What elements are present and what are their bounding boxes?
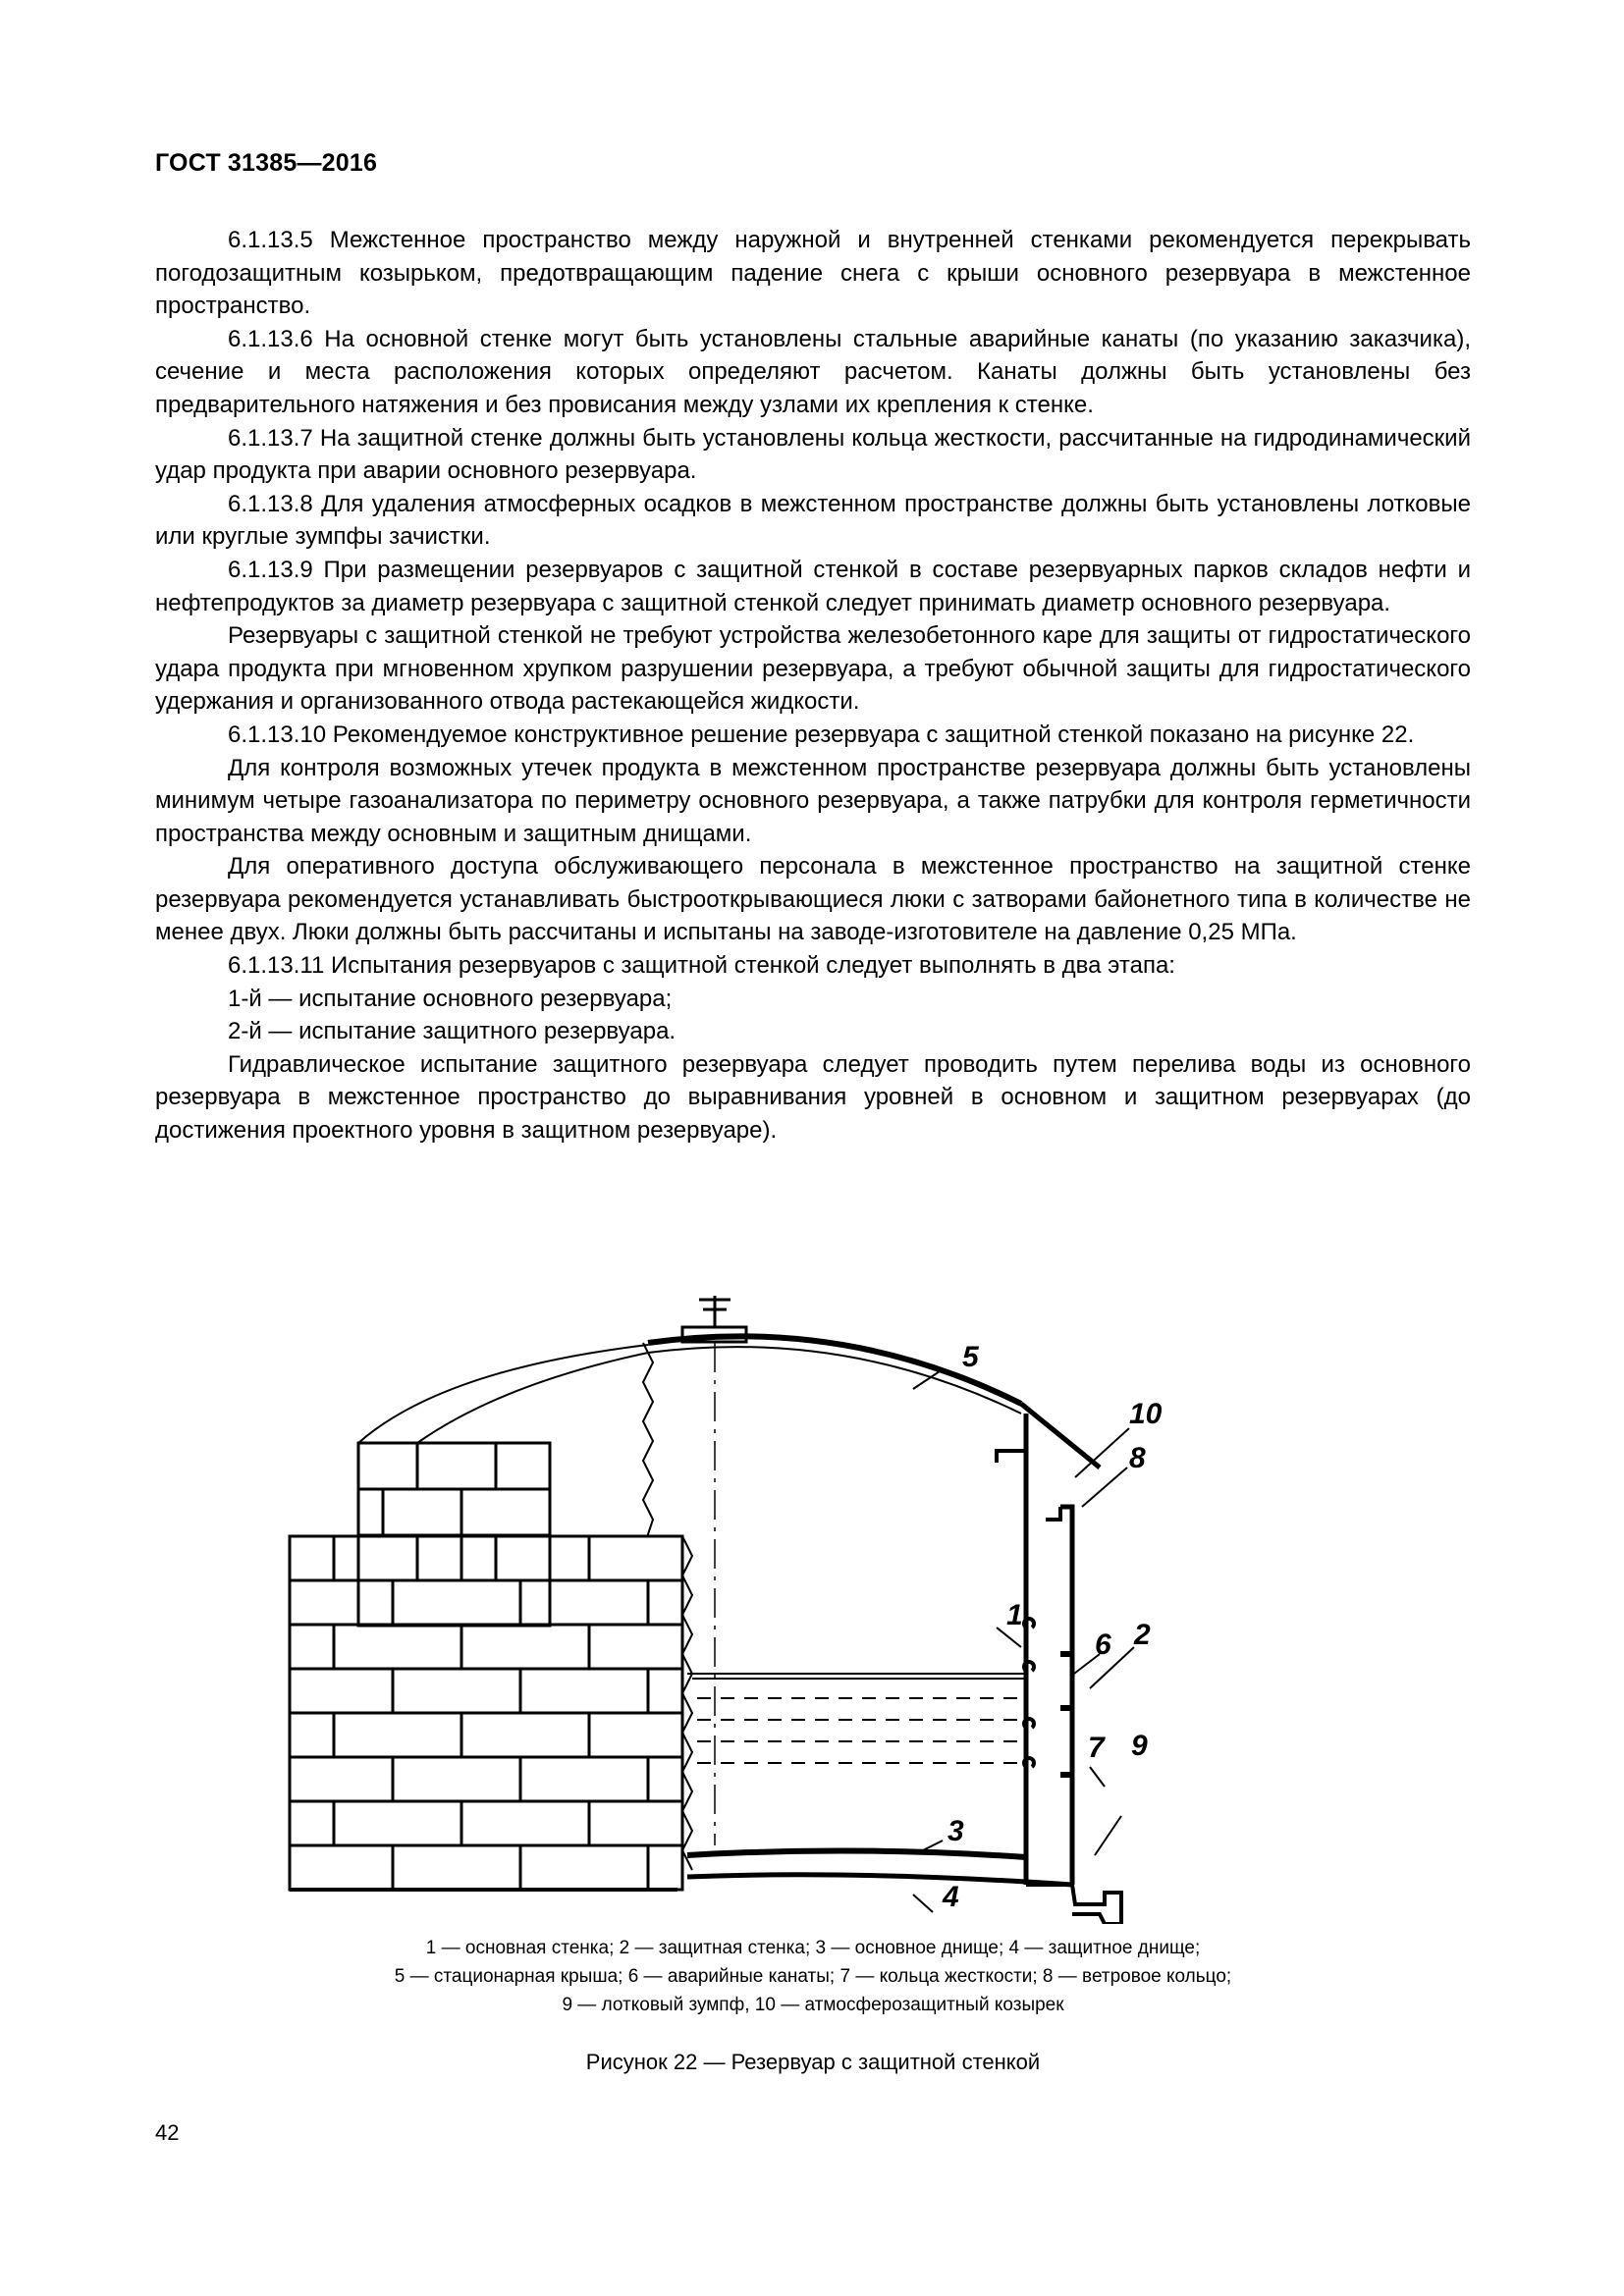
paragraph-6-1-13-8: 6.1.13.8 Для удаления атмосферных осадков в межстенном пространстве должны быть установлены лотковые или круглые зумпфы зачистки. [155,490,1471,551]
body-text [155,224,1471,1148]
callout-8: 8 [1129,1442,1146,1474]
paragraph-stage-1: 1-й — испытание основного резервуара; [228,985,673,1012]
page-number: 42 [155,2120,180,2145]
protective-wall [1060,1507,1072,1885]
paragraph-stage-2: 2-й — испытание защитного резервуара. [228,1018,677,1045]
paragraph-6-1-13-11: 6.1.13.11 Испытания резервуаров с защитной стенкой следует выполнять в два этапа: [228,952,1175,980]
callout-10: 10 [1129,1398,1163,1430]
protective-bottom [687,1875,1072,1885]
callout-6: 6 [1095,1629,1111,1661]
paragraph-6-1-13-10: 6.1.13.10 Рекомендуемое конструктивное решение резервуара с защитной стенкой показано на рисунке 22. [228,721,1415,748]
callout-5: 5 [962,1341,979,1373]
figure-legend [155,1934,1471,2019]
legend-line-1: 1 — основная стенка; 2 — защитная стенка; 3 — основное днище; 4 — защитное днище; [425,1938,1201,1958]
document-header: ГОСТ 31385—2016 [155,149,378,177]
callout-2: 2 [1134,1619,1151,1651]
tank-drawing [275,1276,1335,1924]
paragraph-gas-analyzers: Для контроля возможных утечек продукта в межстенном пространстве резервуара должны быть установлены минимум четыре газоанализатора по периметру основного резервуара, а также патрубки для контроля герметичности пространства между основным и защитным днищами. [155,754,1471,847]
paragraph-hydrostatic-protection: Резервуары с защитной стенкой не требуют устройства железобетонного каре для защиты от гидростатического удара продукта при мгновенном хрупком разрушении резервуара, а требуют обычной защиты для гидростатического удержания и организованного отвода растекающейся жидкости. [155,622,1471,716]
paragraph-6-1-13-5: 6.1.13.5 Межстенное пространство между наружной и внутренней стенками рекомендуется перекрывать погодозащитным козырьком, предотвращающим падение снега с крыши основного резервуара в межстенное пространство. [155,227,1471,320]
callout-4: 4 [943,1881,959,1913]
wind-ring [1046,1507,1060,1520]
figure-caption: Рисунок 22 — Резервуар с защитной стенкой [585,2050,1041,2074]
paragraph-access-hatches: Для оперативного доступа обслуживающего персонала в межстенное пространство на защитной стенке резервуара рекомендуется устанавливать быстрооткрывающиеся люки с затворами байонетного типа в количестве не менее двух. Люки должны быть рассчитаны и испытаны на заводе-изготовителе на давление 0,25 МПа. [155,853,1471,946]
weather-canopy [1021,1404,1100,1468]
legend-line-3: 9 — лотковый зумпф, 10 — атмосферозащитный козырек [562,1995,1064,2015]
main-bottom [687,1850,1026,1857]
brick-wall-lower [290,1536,682,1890]
callout-9: 9 [1131,1730,1148,1762]
callout-1: 1 [1006,1599,1023,1631]
paragraph-hydraulic-test: Гидравлическое испытание защитного резервуара следует проводить путем перелива воды из основного резервуара в межстенное пространство до выравнивания уровней в основном и защитном резервуарах (до достижения проектного уровня в защитном резервуаре). [155,1050,1471,1145]
callout-3: 3 [947,1815,964,1847]
paragraph-6-1-13-9: 6.1.13.9 При размещении резервуаров с защитной стенкой в составе резервуарных парков складов нефти и нефтепродуктов за диаметр резервуара с защитной стенкой следует принимать диаметр основного резервуара. [155,556,1471,616]
paragraph-6-1-13-6: 6.1.13.6 На основной стенке могут быть установлены стальные аварийные канаты (по указанию заказчика), сечение и места расположения которых определяют расчетом. Канаты должны быть установлены без предварительного натяжения и без провисания между узлами их крепления к стенке. [155,325,1471,418]
callout-7: 7 [1088,1732,1105,1764]
tank-figure [275,1276,1335,1924]
legend-line-2: 5 — стационарная крыша; 6 — аварийные канаты; 7 — кольца жесткости; 8 — ветровое кольцо; [394,1966,1232,1987]
trough-sump [1026,1885,1121,1924]
paragraph-6-1-13-7: 6.1.13.7 На защитной стенке должны быть установлены кольца жесткости, рассчитанные на гидродинамический удар продукта при аварии основного резервуара. [155,424,1471,485]
